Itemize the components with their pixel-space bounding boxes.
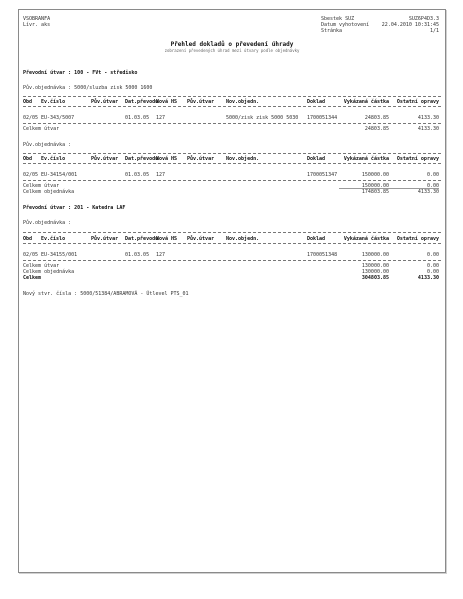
col-nova-hs: Nová HS — [156, 236, 178, 242]
col-ostatni-opravy: Ostatní opravy — [396, 236, 439, 242]
col-pov-utvar: Pův.útvar — [91, 156, 119, 162]
header-right-label3: Stránka — [321, 28, 343, 34]
total-opravy: 4133.30 — [417, 189, 439, 195]
header-right-value3: 1/1 — [429, 28, 439, 34]
cell-nova-hs: 127 — [156, 115, 166, 121]
total-label: Celkem útvar — [23, 183, 60, 189]
col-pov-utvar: Pův.útvar — [91, 236, 119, 242]
total-castka: 150000.00 — [361, 183, 389, 189]
col-doklad: Doklad — [307, 236, 326, 242]
col-dat-prev: Dat.převodu — [125, 156, 159, 162]
col-pov-utvar: Pův.útvar — [91, 99, 119, 105]
divider — [23, 96, 441, 97]
col-nova-hs: Nová HS — [156, 156, 178, 162]
col-dat-prev: Dat.převodu — [125, 99, 159, 105]
total-label: Celkem objednávka — [23, 269, 75, 275]
total-castka: 174803.85 — [361, 189, 389, 195]
report-title: Přehled dokladů o převedení úhrady — [170, 41, 294, 48]
cell-doklad: 1700051344 — [307, 115, 338, 121]
col-vykazana-castka: Vykázaná částka — [343, 99, 389, 105]
section-3-order-label: Pův.objednávka : — [23, 220, 72, 226]
cell-ev-cislo: EU-34154/001 — [41, 172, 78, 178]
col-obd: Obd — [23, 156, 33, 162]
report-page — [18, 9, 446, 573]
col-ev-cislo: Ev.číslo — [41, 236, 66, 242]
filter-footer: Nový stvr. čísla : 5000/51384/ABRAMOVÁ - Útlevel PTS_01 — [23, 291, 189, 297]
total-label: Celkem útvar — [23, 126, 60, 132]
col-nova-hs: Nová HS — [156, 99, 178, 105]
cell-obd: 02/05 — [23, 115, 39, 121]
cell-obd: 02/05 — [23, 252, 39, 258]
header-left-line2: Lívr. aks — [23, 22, 51, 28]
grand-total-label: Celkem — [23, 275, 42, 281]
total-label: Celkem objednávka — [23, 189, 75, 195]
col-doklad: Doklad — [307, 99, 326, 105]
header-right-label2: Datum vyhotovení — [321, 22, 370, 28]
header-right-label1: Sbestek SUZ — [321, 16, 355, 22]
col-pov-utvar2: Pův.útvar — [187, 156, 215, 162]
divider — [23, 106, 441, 107]
divider — [23, 180, 441, 181]
divider — [23, 260, 441, 261]
section-3-header: Převodní útvar : 201 - Katedra LAF — [23, 205, 126, 211]
report-subtitle: zobrazení převedených úhrad mezi útvary podle objednávky — [164, 48, 300, 53]
col-obd: Obd — [23, 236, 33, 242]
total-opravy: 4133.30 — [417, 126, 439, 132]
cell-dat-prev: 01.03.05 — [125, 115, 150, 121]
cell-vykazana-castka: 24803.85 — [364, 115, 389, 121]
col-pov-utvar2: Pův.útvar — [187, 99, 215, 105]
total-opravy: 0.00 — [426, 269, 439, 275]
divider — [23, 123, 441, 124]
col-dat-prev: Dat.převodu — [125, 236, 159, 242]
total-castka: 130000.00 — [361, 269, 389, 275]
cell-ev-cislo: EU-34155/001 — [41, 252, 78, 258]
total-opravy: 0.00 — [426, 183, 439, 189]
cell-vykazana-castka: 150000.00 — [361, 172, 389, 178]
section-1-header: Převodní útvar : 100 - FVt - středisko — [23, 70, 138, 76]
total-opravy: 0.00 — [426, 263, 439, 269]
cell-nov-obj: 5000/zisk zisk 5000 5030 — [226, 115, 299, 121]
col-pov-utvar2: Pův.útvar — [187, 236, 215, 242]
header-right-value1: SUZ6P4D3.3 — [408, 16, 439, 22]
header-left-line1: VSOBRANFA — [23, 16, 51, 22]
divider — [23, 232, 441, 233]
divider — [23, 243, 441, 244]
col-nov-obj: Nov.objedn. — [226, 156, 260, 162]
col-vykazana-castka: Vykázaná částka — [343, 236, 389, 242]
col-nov-obj: Nov.objedn. — [226, 99, 260, 105]
col-ostatni-opravy: Ostatní opravy — [396, 99, 439, 105]
total-label: Celkem útvar — [23, 263, 60, 269]
divider — [23, 163, 441, 164]
cell-dat-prev: 01.03.05 — [125, 252, 150, 258]
col-obd: Obd — [23, 99, 33, 105]
cell-ostatni-opravy: 0.00 — [426, 252, 439, 258]
cell-ostatni-opravy: 0.00 — [426, 172, 439, 178]
section-2-order-label: Pův.objednávka : — [23, 142, 72, 148]
cell-dat-prev: 01.03.05 — [125, 172, 150, 178]
col-ostatni-opravy: Ostatní opravy — [396, 156, 439, 162]
section-1-order-label: Pův.objednávka : 5000/sluzba zisk 5000 1600 — [23, 85, 153, 91]
cell-doklad: 1700051348 — [307, 252, 338, 258]
divider — [23, 153, 441, 154]
grand-total-opravy: 4133.30 — [417, 275, 439, 281]
col-vykazana-castka: Vykázaná částka — [343, 156, 389, 162]
col-ev-cislo: Ev.číslo — [41, 156, 66, 162]
cell-nova-hs: 127 — [156, 252, 166, 258]
total-castka: 130000.00 — [361, 263, 389, 269]
total-castka: 24803.85 — [364, 126, 389, 132]
cell-ev-cislo: EU-343/5007 — [41, 115, 75, 121]
col-ev-cislo: Ev.číslo — [41, 99, 66, 105]
grand-total-castka: 304803.85 — [361, 275, 389, 281]
col-nov-obj: Nov.objedn. — [226, 236, 260, 242]
cell-ostatni-opravy: 4133.30 — [417, 115, 439, 121]
cell-doklad: 1700051347 — [307, 172, 338, 178]
header-right-value2: 22.04.2010 10:31:45 — [381, 22, 439, 28]
cell-obd: 02/05 — [23, 172, 39, 178]
cell-vykazana-castka: 130000.00 — [361, 252, 389, 258]
cell-nova-hs: 127 — [156, 172, 166, 178]
col-doklad: Doklad — [307, 156, 326, 162]
